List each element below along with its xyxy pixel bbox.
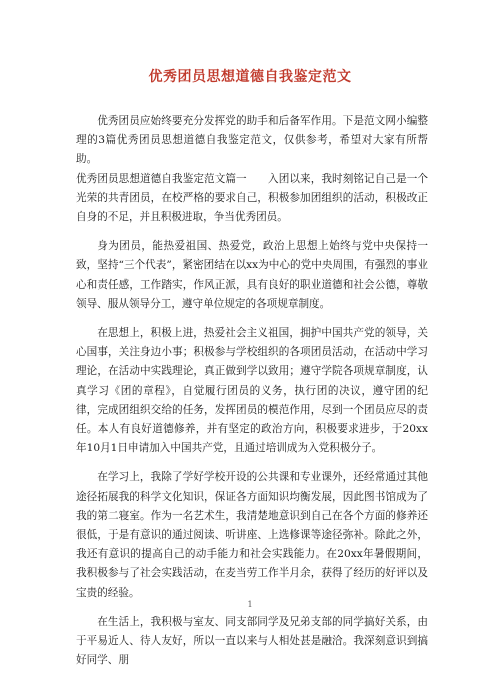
intro-paragraph: 优秀团员应始终要充分发挥党的助手和后备军作用。下是范文网小编整理的3篇优秀团员思想道德自我鉴定范文，仅供参考，希望对大家有所帮助。 bbox=[76, 115, 428, 166]
document-body bbox=[76, 112, 428, 680]
paragraph-patriotism: 身为团员，能热爱祖国、热爱党，政治上思想上始终与党中央保持一致，坚持“三个代表”，紧密团结在以xx为中心的党中央周围，有强烈的事业心和责任感，工作踏实，作风正派，具有良好的职业道德和社会公德，尊敬领导、服从领导分工，遵守单位规定的各项规章制度。 bbox=[76, 240, 428, 310]
page-number: 1 bbox=[247, 600, 253, 609]
section-heading-paragraph: 优秀团员思想道德自我鉴定范文篇一 入团以来，我时刻铭记自己是一个光荣的共青团员，在校严格的要求自己，积极参加团组织的活动，积极改正自身的不足，并且积极进取，争当优秀团员。 bbox=[76, 172, 428, 224]
page-title: 优秀团员思想道德自我鉴定范文 bbox=[148, 69, 352, 85]
paragraph-thought: 在思想上，积极上进，热爱社会主义祖国，拥护中国共产党的领导，关心国事，关注身边小事；积极参与学校组织的各项团员活动，在活动中学习理论，在活动中实践理论，真正做到学以致用；遵守学院各项规章制度，认真学习《团的章程》，自觉履行团员的义务，执行团的决议，遵守团的纪律，完成团组织交给的任务，发挥团员的模范作用，尽到一个团员应尽的责任。本人有良好道德修养，并有坚定的政治方向，积极要求进步，于20xx年10月1日申请加入中国共产党，且通过培训成为入党积极分子。 bbox=[76, 327, 428, 455]
paragraph-life: 在生活上，我积极与室友、同支部同学及兄弟支部的同学搞好关系，由于平易近人、待人友好，所以一直以来与人相处甚是融洽。我深刻意识到搞好同学、朋 bbox=[76, 615, 428, 667]
paragraph-study: 在学习上，我除了学好学校开设的公共课和专业课外，还经常通过其他途径拓展我的科学文化知识，保证各方面知识均衡发展，因此图书馆成为了我的第二寝室。作为一名艺术生，我清楚地意识到自己在各个方面的修养还很低，于是有意识的通过阅读、听讲座、上选修课等途径弥补。除此之外，我还有意识的提高自己的动手能力和社会实践能力。在20xx年暑假期间，我积极参与了社会实践活动，在麦当劳工作半月余，获得了经历的好评以及宝贵的经验。 bbox=[76, 471, 428, 599]
